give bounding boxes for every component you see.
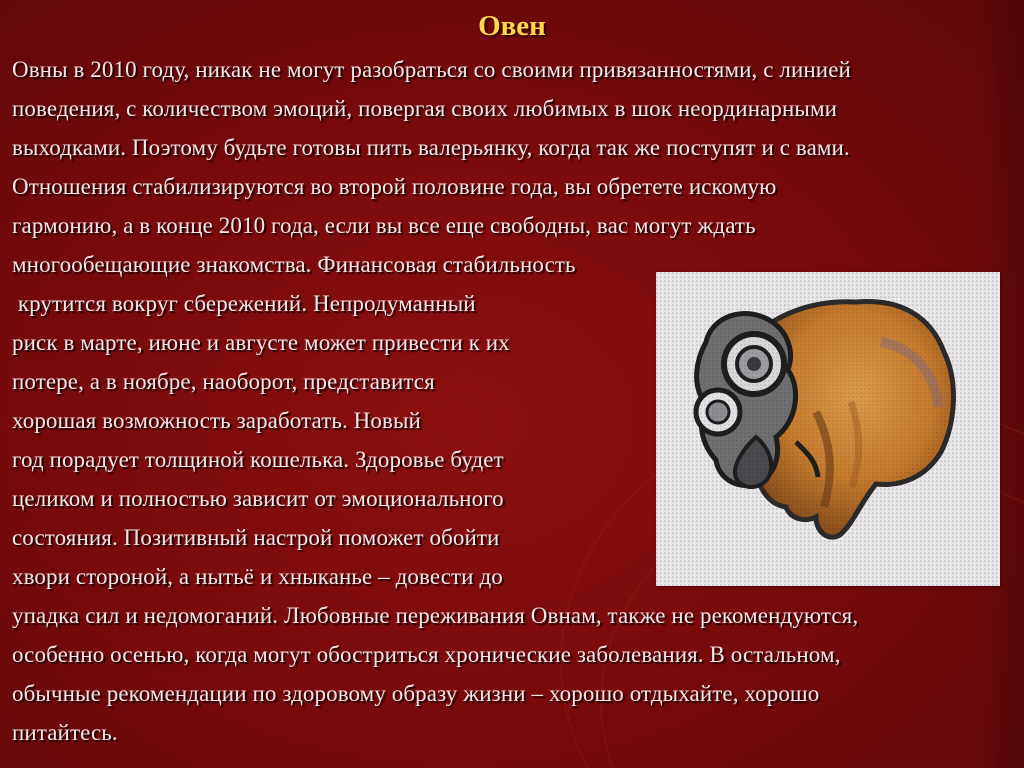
- text-line: обычные рекомендации по здоровому образу жизни – хорошо отдыхайте, хорошо: [12, 681, 820, 706]
- text-line: риск в марте, июне и августе может привести к их: [12, 330, 510, 355]
- text-line: хорошая возможность заработать. Новый: [12, 408, 421, 433]
- text-line: многообещающие знакомства. Финансовая стабильность: [12, 252, 576, 277]
- aries-ram-embroidery-icon: [656, 272, 1000, 586]
- text-line: гармонию, а в конце 2010 года, если вы все еще свободны, вас могут ждать: [12, 213, 756, 238]
- text-line: хвори стороной, а нытьё и хныканье – довести до: [12, 564, 503, 589]
- text-line: питайтесь.: [12, 720, 118, 745]
- text-line: Овны в 2010 году, никак не могут разобраться со своими привязанностями, с линией: [12, 57, 851, 82]
- text-line: год порадует толщиной кошелька. Здоровье будет: [12, 447, 504, 472]
- text-line: крутится вокруг сбережений. Непродуманный: [12, 291, 476, 316]
- text-line: особенно осенью, когда могут обостриться хронические заболевания. В остальном,: [12, 642, 841, 667]
- text-line: целиком и полностью зависит от эмоционального: [12, 486, 504, 511]
- text-line: выходками. Поэтому будьте готовы пить валерьянку, когда так же поступят и с вами.: [12, 135, 850, 160]
- text-line: упадка сил и недомоганий. Любовные переживания Овнам, также не рекомендуются,: [12, 603, 859, 628]
- text-line: потере, а в ноябре, наоборот, представится: [12, 369, 435, 394]
- aries-image: [656, 272, 1000, 586]
- text-line: Отношения стабилизируются во второй половине года, вы обретете искомую: [12, 174, 777, 199]
- text-line: состояния. Позитивный настрой поможет обойти: [12, 525, 500, 550]
- text-line: поведения, с количеством эмоций, повергая своих любимых в шок неординарными: [12, 96, 838, 121]
- slide-title: Овен: [478, 10, 546, 42]
